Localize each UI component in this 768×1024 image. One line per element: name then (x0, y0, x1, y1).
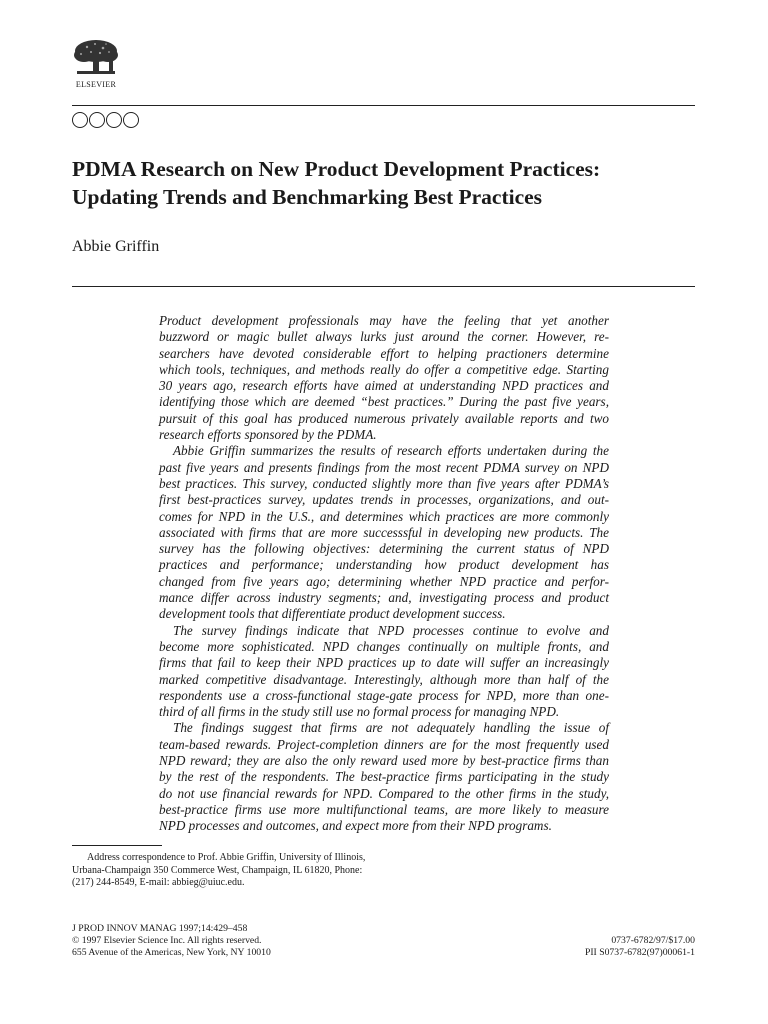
publisher-name: ELSEVIER (75, 80, 117, 89)
abstract-line: NPD reward; they are also the only reward used more by best-practice firms than (159, 753, 609, 769)
abstract-line: searchers have devoted considerable effort to helping practioners determine (159, 345, 609, 361)
abstract-line: by the rest of the respondents. The best-practice firms participating in the study (159, 769, 609, 785)
circle-icon (106, 112, 122, 128)
footnote-line: (217) 244-8549, E-mail: abbieg@uiuc.edu. (72, 877, 245, 888)
abstract-line: pursuit of this goal has produced numerous privately available reports and two (159, 410, 609, 426)
correspondence-footnote (72, 852, 392, 890)
abstract-line: survey has the following objectives: determining the current status of NPD (159, 541, 609, 557)
abstract-line: marked competitive disadvantage. Interestingly, although more than half of the (159, 671, 609, 687)
article-title (72, 155, 712, 211)
circle-icon (89, 112, 105, 128)
abstract-line: identifying those which are deemed “best practices.” During the past five years, (159, 394, 609, 410)
author-name: Abbie Griffin (72, 238, 160, 255)
abstract-line: past five years and presents findings from the most recent PDMA survey on NPD (159, 459, 609, 475)
title-rule (72, 286, 695, 287)
abstract-line: research efforts sponsored by the PDMA. (159, 427, 377, 443)
abstract-line: team-based rewards. Project-completion dinners are for the most frequently used (159, 736, 609, 752)
abstract-paragraph (159, 313, 609, 443)
article-codes (585, 935, 695, 959)
abstract-line: buzzword or magic bullet always lurks just around the corner. However, re- (159, 329, 609, 345)
abstract-line: mance differ across industry segments; and, investigating process and product (159, 590, 609, 606)
journal-line: 655 Avenue of the Americas, New York, NY 10010 (72, 947, 271, 958)
abstract-line: Abbie Griffin summarizes the results of research efforts undertaken during the (173, 443, 609, 459)
abstract-line: development tools that differentiate product development success. (159, 606, 506, 622)
title-line: PDMA Research on New Product Development Practices: (72, 157, 601, 181)
abstract-line: comes for NPD in the U.S., and determines which practices are more commonly (159, 508, 609, 524)
code-line: PII S0737-6782(97)00061-1 (584, 947, 695, 958)
abstract-line: respondents use a cross-functional stage-gate process for NPD, more than one- (159, 687, 609, 703)
abstract-line: first best-practices survey, updates trends in processes, organizations, and out- (159, 492, 609, 508)
abstract-line: practices and performance; understanding how product development has (159, 557, 609, 573)
footnote-line: Urbana-Champaign 350 Commerce West, Champaign, IL 61820, Phone: (72, 864, 363, 876)
circle-icon (123, 112, 139, 128)
abstract-line: do not use financial rewards for NPD. Compared to the other firms in the study, (159, 785, 609, 801)
abstract-line: 30 years ago, research efforts have aimed at understanding NPD practices and (159, 378, 609, 394)
abstract-line: firms that fail to keep their NPD practices up to date will suffer an increasingly (159, 655, 609, 671)
journal-line: J PROD INNOV MANAG 1997;14:429–458 (72, 923, 248, 934)
code-line: 0737-6782/97/$17.00 (611, 935, 695, 946)
abstract-line: Product development professionals may have the feeling that yet another (159, 313, 609, 328)
abstract-line: become more sophisticated. NPD changes continually on multiple fronts, and (159, 638, 609, 654)
footnote-line: Address correspondence to Prof. Abbie Griffin, University of Illinois, (87, 852, 366, 863)
abstract-line: which tools, techniques, and methods really do offer a competitive edge. Starting (159, 361, 609, 377)
abstract-line: changed from five years ago; determining whether NPD practice and perfor- (159, 573, 609, 589)
journal-line: © 1997 Elsevier Science Inc. All rights reserved. (72, 935, 262, 946)
abstract-line: The survey findings indicate that NPD processes continue to evolve and (173, 622, 609, 638)
abstract-paragraph (159, 443, 609, 622)
abstract-paragraph (159, 720, 609, 834)
abstract (159, 313, 609, 835)
journal-citation (72, 923, 271, 959)
abstract-line: third of all firms in the study still use no formal process for managing NPD. (159, 704, 560, 720)
abstract-line: best practices. This survey, conducted slightly more than five years after PDMA’s (159, 475, 609, 491)
abstract-line: associated with firms that are more successsful in developing new products. The (159, 524, 609, 540)
header-circles (72, 112, 139, 132)
title-line: Updating Trends and Benchmarking Best Practices (72, 185, 543, 209)
abstract-line: best-practice firms use more multifunctional teams, are more likely to measure (159, 801, 609, 817)
abstract-line: NPD processes and outcomes, and expect more from their NPD programs. (159, 818, 552, 834)
circle-icon (72, 112, 88, 128)
abstract-line: The findings suggest that firms are not adequately handling the issue of (173, 720, 609, 736)
header-rule (72, 105, 695, 106)
footnote-rule (72, 845, 162, 846)
abstract-paragraph (159, 623, 609, 721)
